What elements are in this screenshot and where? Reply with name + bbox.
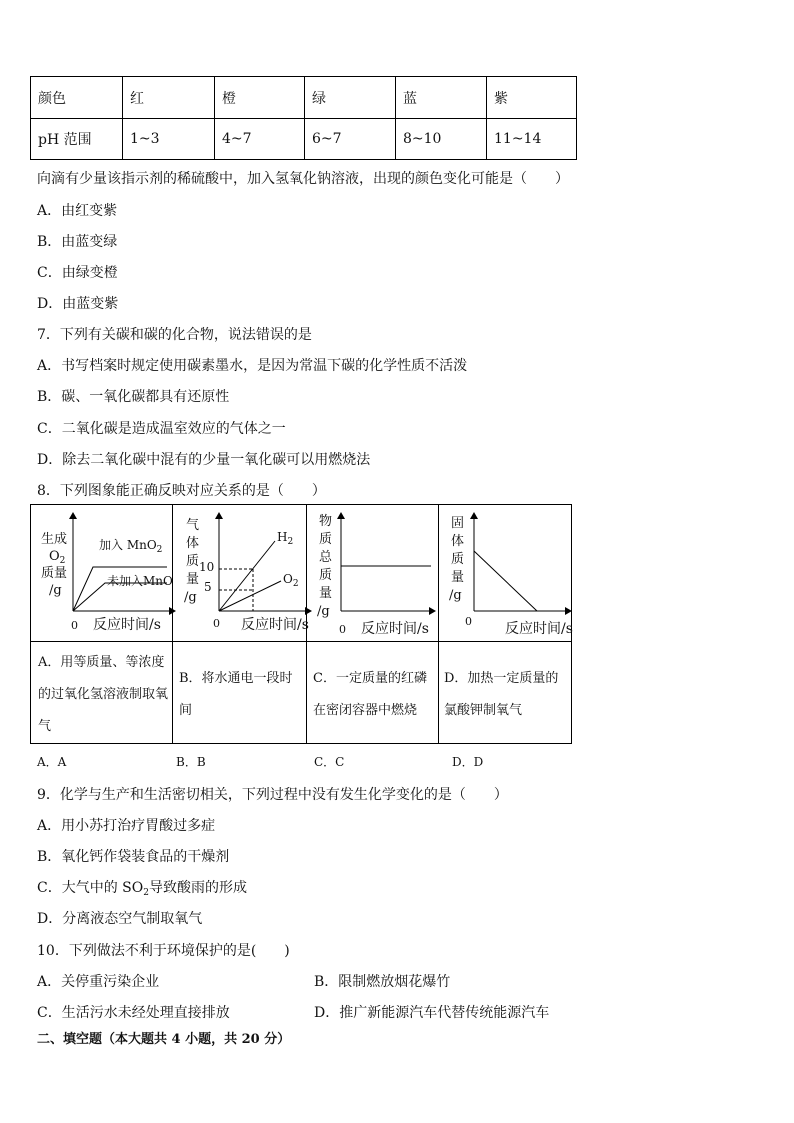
graph-b-ylabel: 质 [186, 554, 200, 569]
q8-figure-table [30, 504, 572, 744]
q8-graphs [31, 505, 573, 641]
q8-answer-a: A．A [37, 755, 67, 769]
q9-option-a: A．用小苏打治疗胃酸过多症 [37, 818, 216, 834]
q6-option-a: A．由红变紫 [37, 203, 118, 219]
graph-a-line2-label: 未加入MnO [107, 574, 173, 588]
graph-c-origin: 0 [339, 623, 346, 636]
q8-caption-d: D．加热一定质量的氯酸钾制氧气 [444, 671, 559, 718]
q10-option-b: B．限制燃放烟花爆竹 [314, 974, 451, 990]
table-cell: 6~7 [305, 119, 396, 160]
graph-d-line [474, 551, 537, 611]
graph-b-xlabel: 反应时间/s [241, 617, 309, 633]
graph-c [317, 513, 435, 637]
table-cell: 橙 [215, 77, 305, 119]
graph-d-ylabel: 质 [451, 552, 465, 567]
q6-option-d: D．由蓝变紫 [37, 296, 119, 312]
graph-a-ylabel: 质量 [41, 566, 68, 581]
q8-caption-c: C．一定质量的红磷在密闭容器中燃烧 [313, 671, 427, 718]
graph-c-ylabel: /g [317, 604, 330, 619]
graph-c-ylabel: 质 [319, 532, 333, 547]
table-cell: 颜色 [31, 77, 123, 119]
graph-b-ylabel: /g [184, 590, 197, 605]
graph-d-origin: 0 [465, 615, 472, 628]
table-cell: 紫 [487, 77, 577, 119]
q10-stem: 10．下列做法不利于环境保护的是( ) [37, 943, 290, 959]
q9-stem: 9．化学与生产和生活密切相关，下列过程中没有发生化学变化的是（ ） [37, 787, 508, 803]
q10-option-c: C．生活污水未经处理直接排放 [37, 1005, 230, 1021]
table-row [31, 119, 577, 160]
graph-c-ylabel: 总 [319, 550, 333, 565]
table-cell: 8~10 [396, 119, 487, 160]
graph-d-ylabel: /g [449, 588, 462, 603]
table-cell: 4~7 [215, 119, 305, 160]
graph-a [41, 513, 175, 633]
graph-c-ylabel: 物 [319, 514, 333, 529]
q8-stem: 8．下列图象能正确反映对应关系的是（ ） [37, 483, 326, 499]
q6-stem: 向滴有少量该指示剂的稀硫酸中，加入氢氧化钠溶液，出现的颜色变化可能是（ ） [37, 171, 569, 187]
q8-caption-b: B．将水通电一段时间 [179, 671, 293, 718]
graph-b-line-h2 [219, 541, 275, 611]
graph-b-tick-5: 5 [204, 580, 212, 594]
q8-answer-b: B．B [176, 755, 206, 769]
graph-d [449, 513, 573, 637]
graph-c-ylabel: 量 [319, 586, 333, 601]
table-cell: 红 [123, 77, 215, 119]
graph-d-xlabel: 反应时间/s [505, 621, 573, 637]
divider [31, 641, 571, 642]
graph-b-h2-label: $H_2$ [277, 530, 294, 547]
q8-answer-d: D．D [452, 755, 484, 769]
graph-a-ylabel: 生成 [41, 532, 68, 547]
q7-option-d: D．除去二氧化碳中混有的少量一氧化碳可以用燃烧法 [37, 452, 371, 468]
q8-answer-c: C．C [314, 755, 345, 769]
section-heading: 二、填空题（本大题共 4 小题，共 20 分） [37, 1032, 291, 1047]
graph-b-line-o2 [219, 581, 281, 611]
q9-option-b: B．氧化钙作袋装食品的干燥剂 [37, 849, 230, 865]
graph-c-ylabel: 质 [319, 568, 333, 583]
ph-color-table [30, 76, 577, 160]
graph-d-ylabel: 固 [451, 516, 465, 531]
graph-c-xlabel: 反应时间/s [361, 621, 429, 637]
graph-b-origin: 0 [213, 617, 220, 630]
graph-d-ylabel: 量 [451, 570, 465, 585]
q7-option-c: C．二氧化碳是造成温室效应的气体之一 [37, 421, 286, 437]
graph-b-ylabel: 体 [186, 536, 200, 551]
graph-a-origin: 0 [71, 619, 78, 632]
graph-b-ylabel: 气 [186, 518, 200, 533]
table-cell: 1~3 [123, 119, 215, 160]
graph-a-xlabel: 反应时间/s [93, 617, 161, 633]
q6-option-c: C．由绿变橙 [37, 265, 118, 281]
graph-d-ylabel: 体 [451, 534, 465, 549]
q7-option-b: B．碳、一氧化碳都具有还原性 [37, 389, 230, 405]
table-cell: 11~14 [487, 119, 577, 160]
q10-option-a: A．关停重污染企业 [37, 974, 160, 990]
graph-b-ylabel: 量 [186, 572, 200, 587]
graph-b-o2-label: $O_2$ [283, 572, 299, 589]
graph-a-ylabel: $O_2$ [49, 549, 66, 566]
q7-stem: 7．下列有关碳和碳的化合物，说法错误的是 [37, 327, 312, 343]
graph-a-line1-label: 加入 MnO$_2$ [99, 538, 163, 555]
graph-b-tick-10: 10 [199, 560, 215, 574]
q6-option-b: B．由蓝变绿 [37, 234, 118, 250]
q10-option-d: D．推广新能源汽车代替传统能源汽车 [314, 1005, 550, 1021]
q9-option-c: C．大气中的 $SO_2$导致酸雨的形成 [37, 880, 247, 898]
table-row [31, 77, 577, 119]
q8-caption-a: A．用等质量、等浓度的过氧化氢溶液制取氧气 [38, 655, 169, 734]
table-cell: 蓝 [396, 77, 487, 119]
table-cell: pH 范围 [31, 119, 123, 160]
graph-b [184, 513, 311, 633]
q9-option-d: D．分离液态空气制取氧气 [37, 911, 203, 927]
q7-option-a: A．书写档案时规定使用碳素墨水，是因为常温下碳的化学性质不活泼 [37, 358, 468, 374]
graph-a-ylabel: /g [49, 583, 62, 598]
table-cell: 绿 [305, 77, 396, 119]
